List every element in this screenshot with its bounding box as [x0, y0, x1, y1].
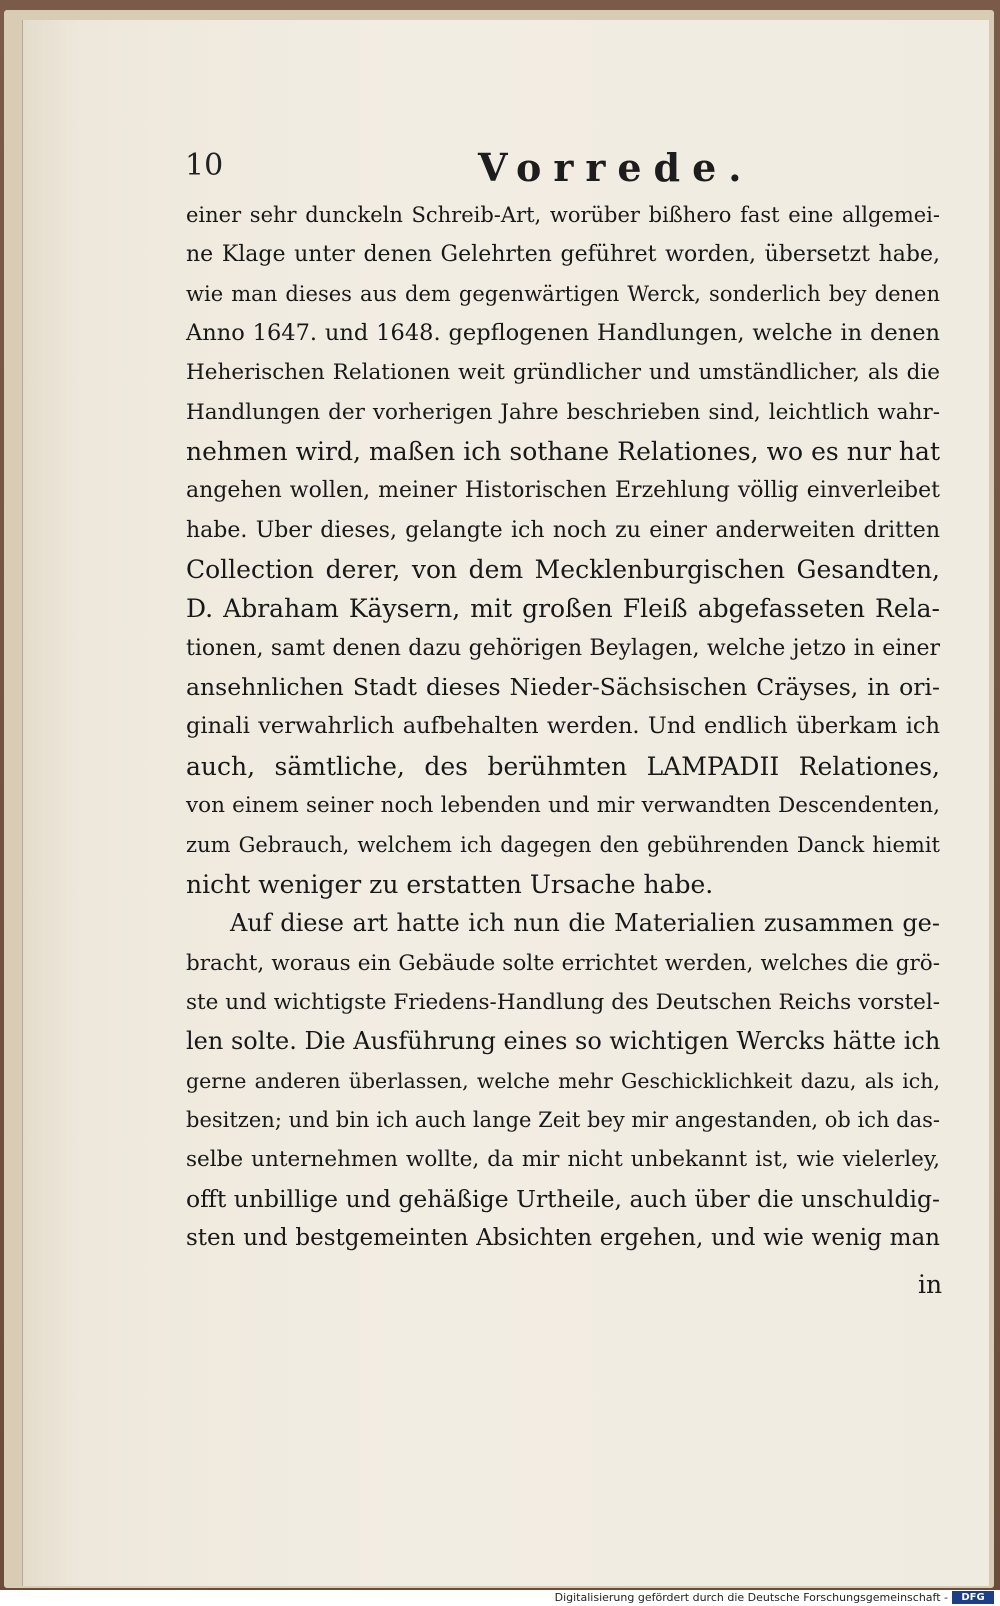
text-line: ste und wichtigste Friedens-Handlung des Deutschen Reichs vorstel- [186, 989, 940, 1015]
text-line: ansehnlichen Stadt dieses Nieder-Sächsischen Cräyses, in ori- [186, 673, 940, 702]
text-line: nehmen wird, maßen ich sothane Relationes, wo es nur hat [186, 437, 940, 467]
text-line: habe. Uber dieses, gelangte ich noch zu einer anderweiten dritten [186, 517, 940, 543]
text-line: tionen, samt denen dazu gehörigen Beylagen, welche jetzo in einer [186, 635, 940, 661]
text-line: Handlungen der vorherigen Jahre beschrieben sind, leichtlich wahr- [186, 399, 940, 425]
text-line: ginali verwahrlich aufbehalten werden. Und endlich überkam ich [186, 713, 940, 740]
text-line: besitzen; und bin ich auch lange Zeit bey mir angestanden, ob ich das- [186, 1107, 940, 1132]
text-line: auch, sämtliche, des berühmten LAMPADII Relationes, [186, 751, 940, 781]
text-line: zum Gebrauch, welchem ich dagegen den gebührenden Danck hiemit [186, 832, 940, 857]
text-line: selbe unternehmen wollte, da mir nicht unbekannt ist, wie vielerley, [186, 1147, 940, 1173]
text-line: Collection derer, von dem Mecklenburgischen Gesandten, [186, 555, 940, 585]
text-line: nicht weniger zu erstatten Ursache habe. [186, 869, 714, 899]
funding-credit: Digitalisierung gefördert durch die Deutsche Forschungsgemeinschaft - [554, 1591, 948, 1604]
text-line: angehen wollen, meiner Historischen Erzehlung völlig einverleibet [186, 478, 940, 504]
text-line: D. Abraham Käysern, mit großen Fleiß abgefasseten Rela- [186, 594, 940, 624]
dfg-logo: DFG [952, 1591, 994, 1604]
text-line: einer sehr dunckeln Schreib-Art, worüber bißhero fast eine allgemei- [186, 203, 940, 227]
body-text [186, 196, 940, 1258]
text-line: gerne anderen überlassen, welche mehr Geschicklichkeit dazu, als ich, [186, 1068, 940, 1093]
text-line: Anno 1647. und 1648. gepflogenen Handlungen, welche in denen [186, 320, 940, 347]
text-line: ne Klage unter denen Gelehrten geführet worden, übersetzt habe, [186, 242, 940, 268]
text-line: von einem seiner noch lebenden und mir verwandten Descendenten, [186, 793, 940, 819]
text-line: Auf diese art hatte ich nun die Materialien zusammen ge- [230, 909, 940, 938]
text-line: wie man dieses aus dem gegenwärtigen Werck, sonderlich bey denen [186, 281, 940, 306]
text-line: bracht, woraus ein Gebäude solte errichtet werden, welches die grö- [186, 950, 940, 976]
text-line: Heherischen Relationen weit gründlicher und umständlicher, als die [186, 360, 940, 386]
catchword: in [918, 1270, 943, 1299]
text-line: sten und bestgemeinten Absichten ergehen, und wie wenig man [186, 1224, 940, 1251]
page-number: 10 [185, 148, 224, 183]
text-line: offt unbillige und gehäßige Urtheile, auch über die unschuldig- [186, 1184, 940, 1213]
text-line: len solte. Die Ausführung eines so wichtigen Wercks hätte ich [186, 1027, 941, 1056]
running-head: Vorrede. [478, 145, 754, 190]
